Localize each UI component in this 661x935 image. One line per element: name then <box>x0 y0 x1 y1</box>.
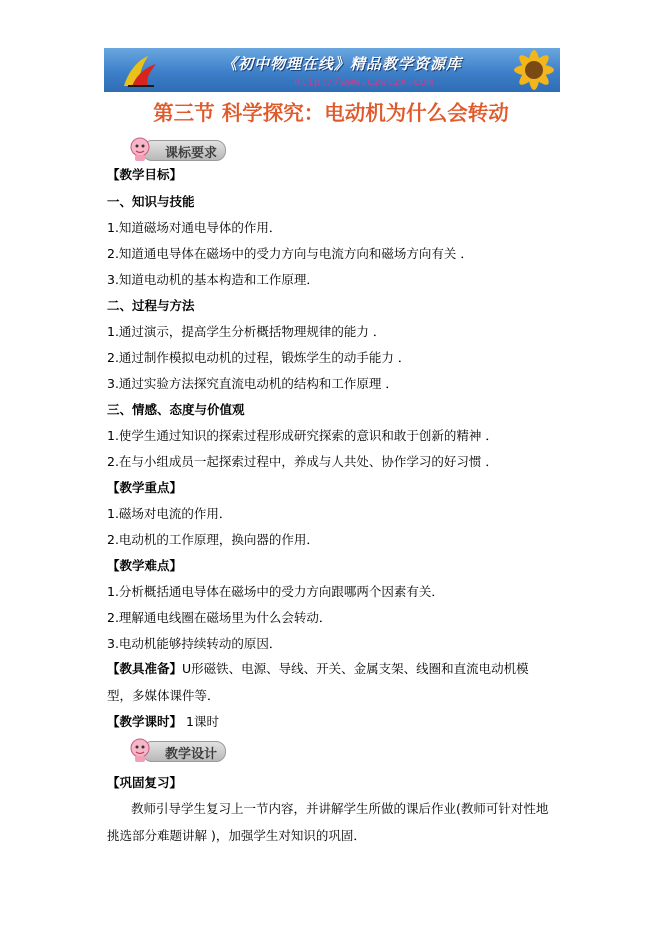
goal-heading: 【教学目标】 <box>107 167 183 182</box>
list-item: 2.理解通电线圈在磁场里为什么会转动． <box>107 610 332 625</box>
badge-label: 课标要求 <box>165 146 218 161</box>
review-paragraph: 教师引导学生复习上一节内容，并讲解学生所做的课后作业(教师可针对性地挑选部分难题讲解 )，加强学生对知识的巩固． <box>107 801 549 843</box>
difficult-points-heading: 【教学难点】 <box>107 558 183 573</box>
heading-emotion-values: 三、情感、态度与价值观 <box>107 402 245 417</box>
list-item: 2.在与小组成员一起探索过程中，养成与人共处、协作学习的好习惯 ． <box>107 454 498 469</box>
cartoon-character-icon <box>128 736 156 764</box>
class-hours-line <box>107 714 219 730</box>
list-item: 2.知道通电导体在磁场中的受力方向与电流方向和磁场方向有关 ． <box>107 246 473 261</box>
list-item: 2.电动机的工作原理，换向器的作用． <box>107 532 319 547</box>
banner-url[interactable]: http://www.czwlzx.com <box>294 75 434 88</box>
teaching-aids-text: U形磁铁、电源、导线、开关、金属支架、线圈和直流电动机模型，多媒体课件等． <box>107 661 529 703</box>
cartoon-character-icon <box>128 135 156 163</box>
list-item: 1.通过演示，提高学生分析概括物理规律的能力 ． <box>107 324 386 339</box>
list-item: 2.通过制作模拟电动机的过程，锻炼学生的动手能力 ． <box>107 350 411 365</box>
list-item: 3.电动机能够持续转动的原因． <box>107 636 282 651</box>
page-title: 第三节 科学探究：电动机为什么会转动 <box>153 101 509 125</box>
list-item: 1.使学生通过知识的探索过程形成研究探索的意识和敢于创新的精神 ． <box>107 428 498 443</box>
list-item: 3.通过实验方法探究直流电动机的结构和工作原理 ． <box>107 376 398 391</box>
badge-label: 教学设计 <box>165 747 218 762</box>
site-logo-icon <box>118 52 162 90</box>
header-banner <box>104 48 560 92</box>
review-heading: 【巩固复习】 <box>107 775 183 790</box>
list-item: 1.分析概括通电导体在磁场中的受力方向跟哪两个因素有关． <box>107 584 444 599</box>
list-item: 1.知道磁场对通电导体的作用． <box>107 220 282 235</box>
teaching-aids-paragraph <box>107 655 551 709</box>
heading-process-methods: 二、过程与方法 <box>107 298 195 313</box>
class-hours-label: 【教学课时】 <box>107 714 183 729</box>
section-badge-standards <box>128 139 228 161</box>
teaching-aids-label: 【教具准备】 <box>107 661 183 676</box>
banner-title: 《初中物理在线》精品教学资源库 <box>222 55 463 73</box>
sunflower-icon <box>496 48 560 92</box>
key-points-heading: 【教学重点】 <box>107 480 183 495</box>
section-badge-design <box>128 740 228 762</box>
class-hours-value: 1课时 <box>182 714 219 729</box>
list-item: 3.知道电动机的基本构造和工作原理． <box>107 272 319 287</box>
list-item: 1.磁场对电流的作用． <box>107 506 232 521</box>
heading-knowledge-skills: 一、知识与技能 <box>107 194 195 209</box>
